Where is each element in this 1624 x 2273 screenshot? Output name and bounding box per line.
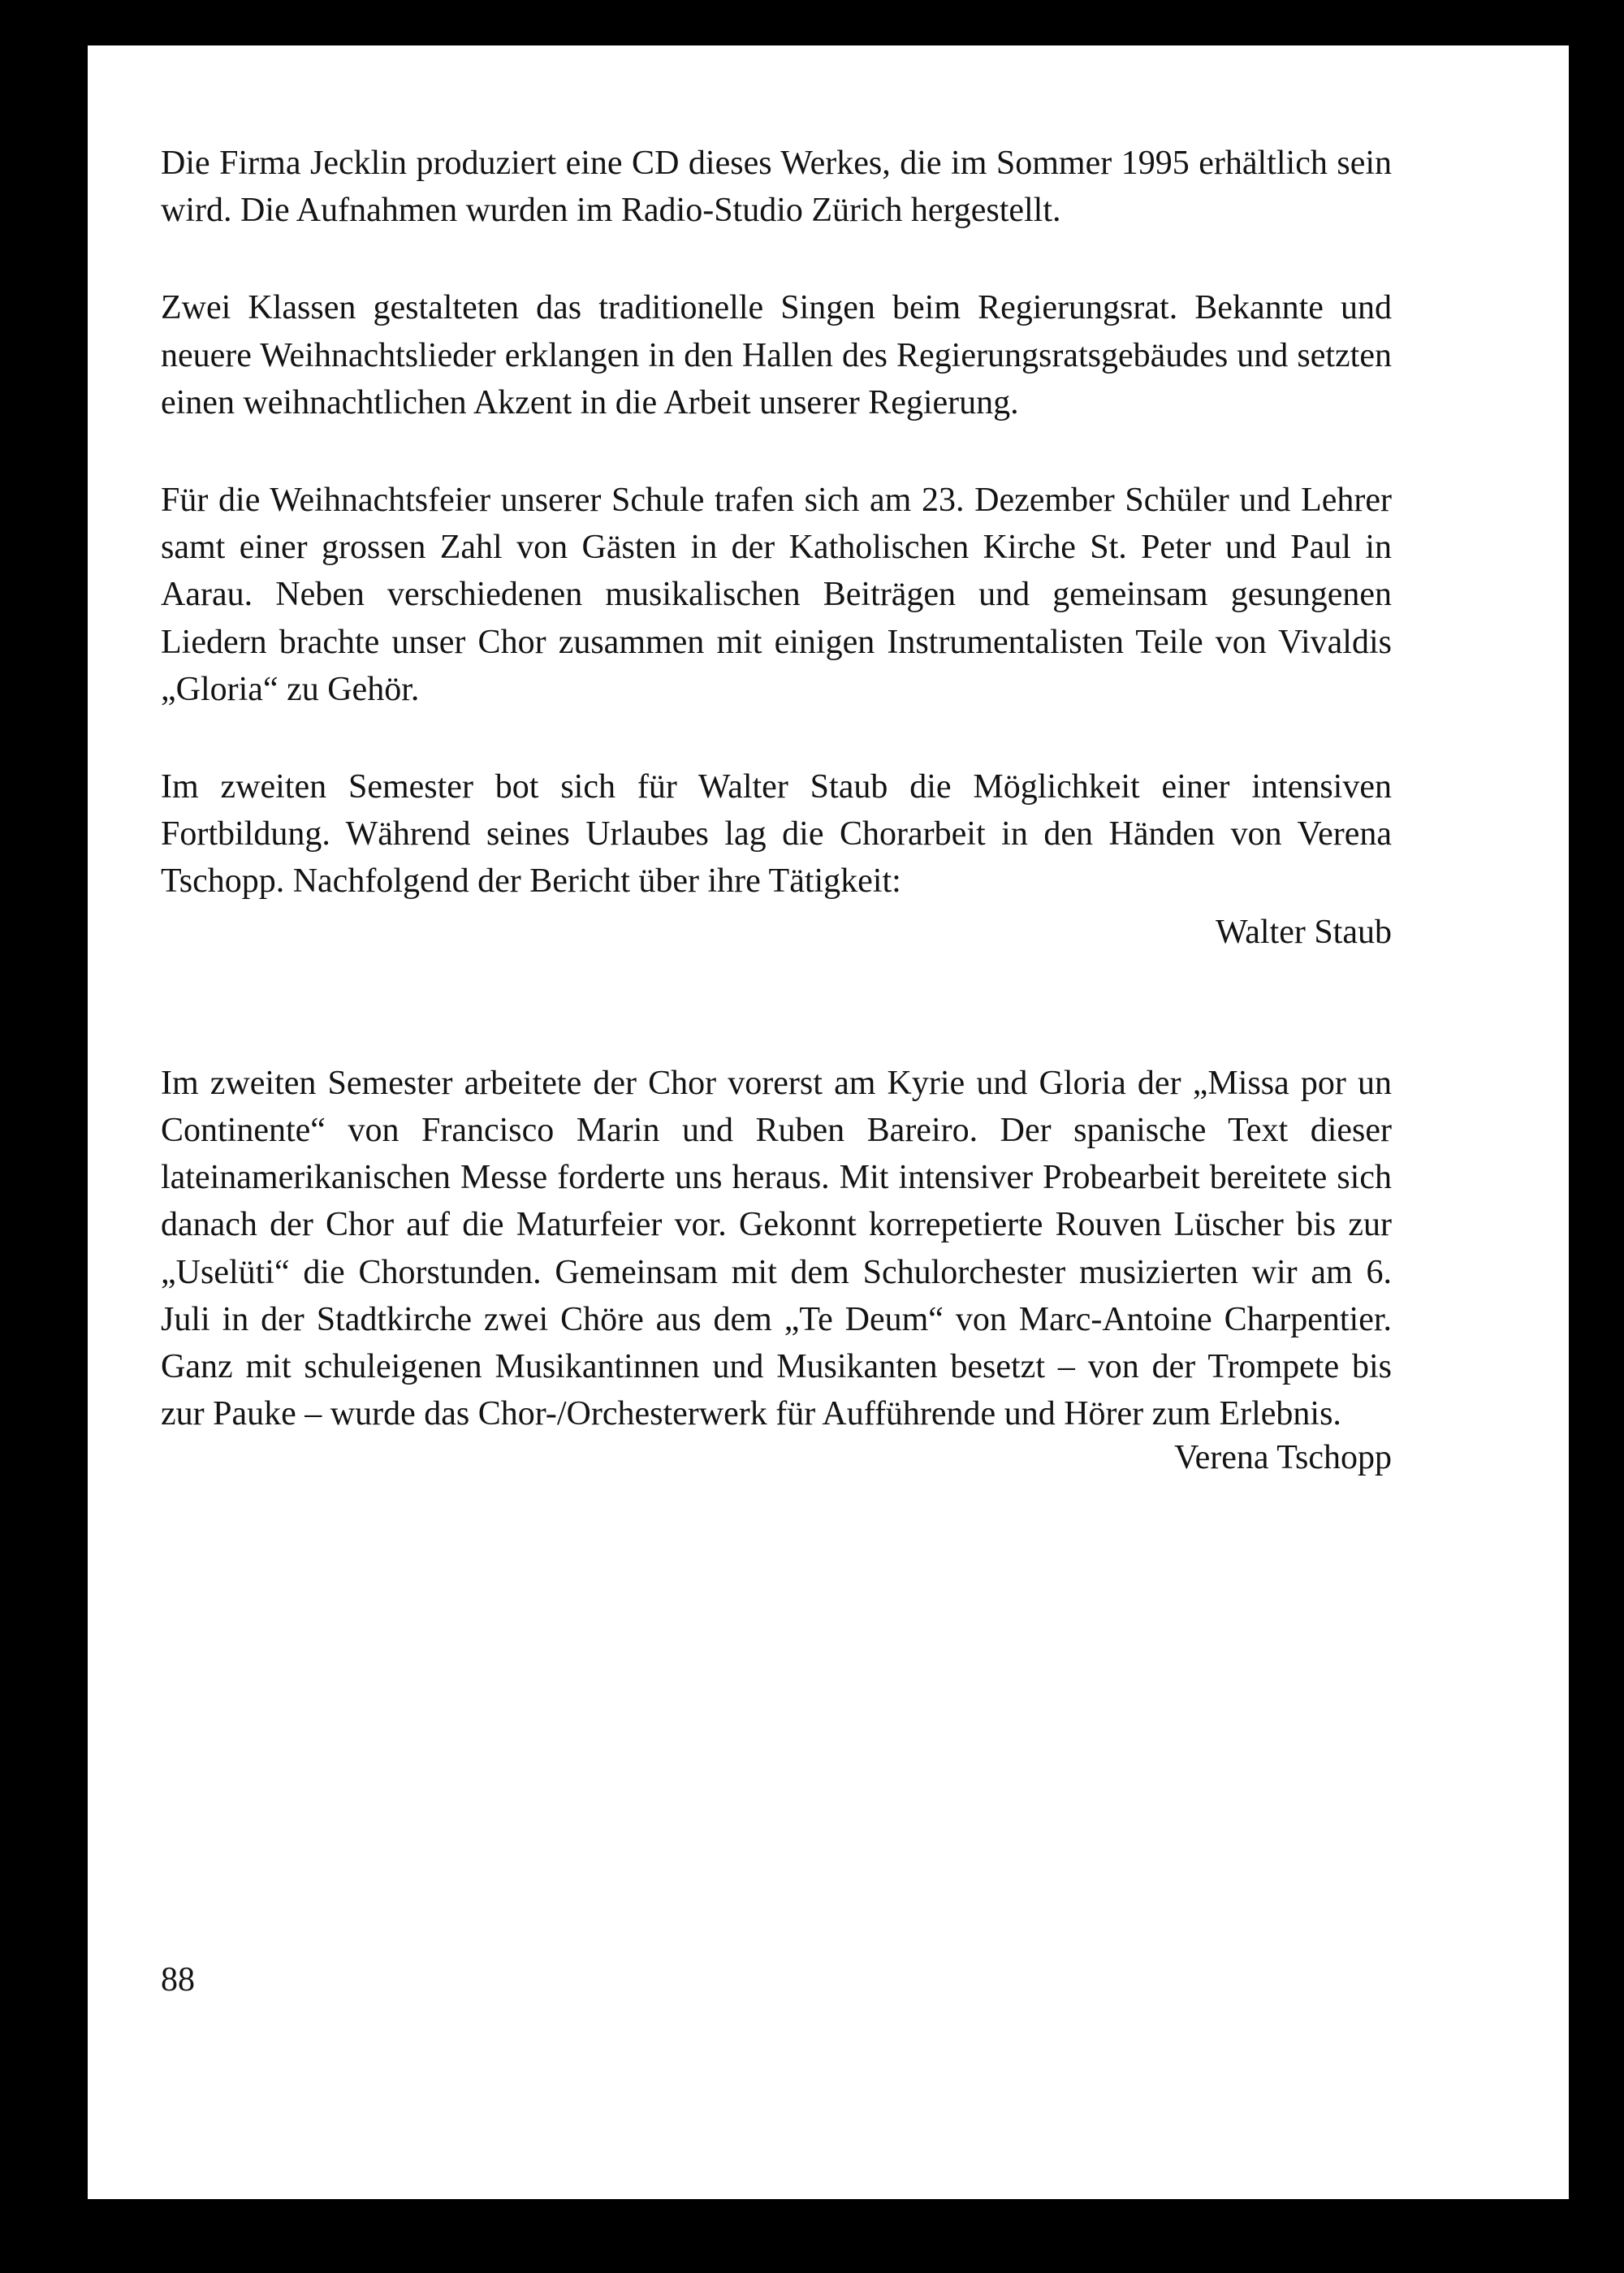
paragraph-cd-production: Die Firma Jecklin produziert eine CD dieses Werkes, die im Sommer 1995 erhältlich sein wird. Die Aufnahmen wurden im Radio-Studio Zürich hergestellt.: [161, 145, 1392, 230]
page-number: 88: [161, 1961, 195, 1999]
body-text: [161, 140, 1392, 1482]
signature-walter-staub: Walter Staub: [1215, 913, 1392, 951]
paragraph-christmas-celebration: Für die Weihnachtsfeier unserer Schule trafen sich am 23. Dezember Schüler und Lehrer samt einer grossen Zahl von Gästen in der Katholischen Kirche St. Peter und Paul in Aarau. Neben verschiedenen musikalischen Beiträgen und gemeinsam gesungenen Liedern brachte unser Chor zusammen mit einigen Instrumentalisten Teile von Vivaldis „Gloria“ zu Gehör.: [161, 482, 1392, 708]
paragraph-second-semester: Im zweiten Semester arbeitete der Chor vorerst am Kyrie und Gloria der „Missa por un Continente“ von Francisco Marin und Ruben Bareiro. Der spanische Text dieser lateinamerikanischen Messe forderte uns heraus. Mit intensiver Probearbeit bereitete sich danach der Chor auf die Maturfeier vor. Gekonnt korrepetierte Rouven Lüscher bis zur „Uselüti“ die Chorstunden. Gemeinsam mit dem Schulorchester musizierten wir am 6. Juli in der Stadtkirche zwei Chöre aus dem „Te Deum“ von Marc-Antoine Charpentier. Ganz mit schuleigenen Musikantinnen und Musikanten besetzt – von der Trompete bis zur Pauke – wurde das Chor-/Orchesterwerk für Aufführende und Hörer zum Erlebnis.: [161, 1064, 1392, 1433]
paragraph-sabbatical: Im zweiten Semester bot sich für Walter Staub die Möglichkeit einer intensiven Fortbildung. Während seines Urlaubes lag die Chorarbeit in den Händen von Verena Tschopp. Nachfolgend der Bericht über ihre Tätigkeit:: [161, 768, 1392, 901]
signature-verena-tschopp: Verena Tschopp: [1173, 1439, 1392, 1477]
paragraph-christmas-singing: Zwei Klassen gestalteten das traditionelle Singen beim Regierungsrat. Bekannte und neuere Weihnachtslieder erklangen in den Hallen des Regierungsratsgebäudes und setzten einen weihnachtlichen Akzent in die Arbeit unserer Regierung.: [161, 289, 1392, 421]
